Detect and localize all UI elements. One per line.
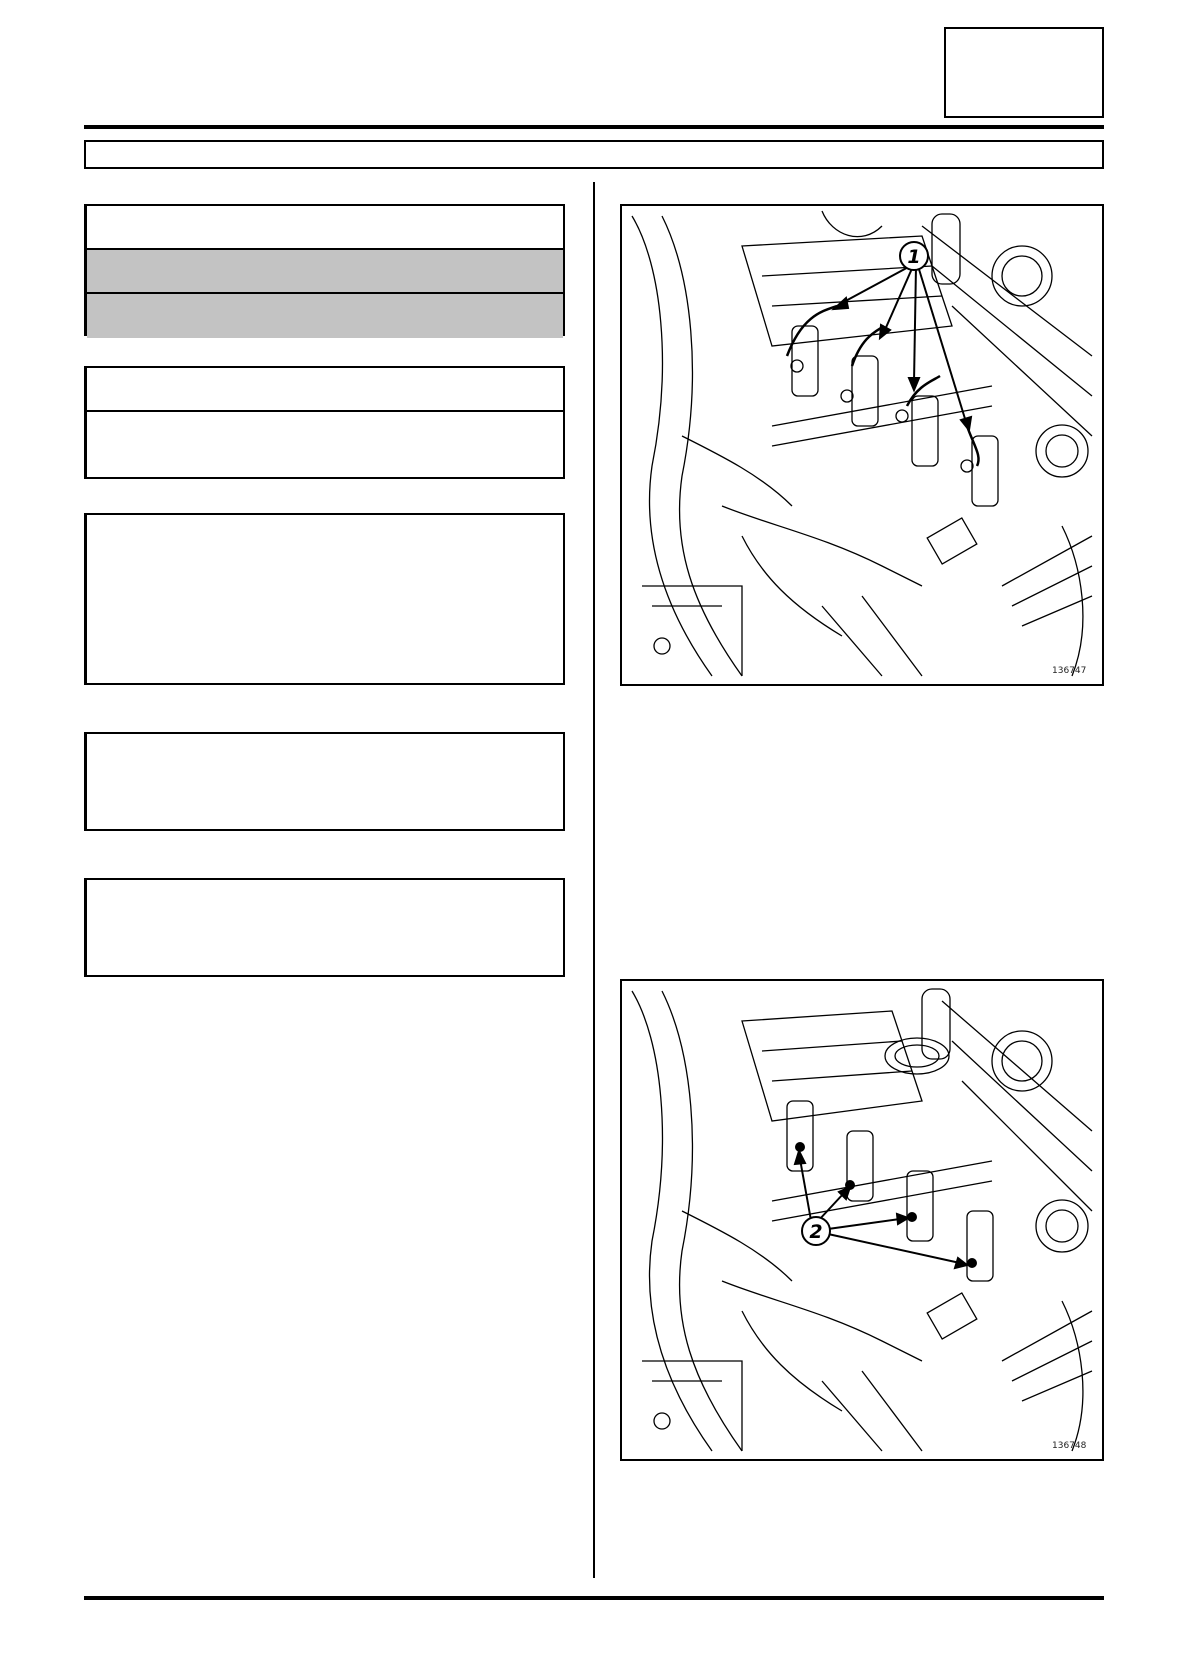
info-box-2 <box>84 366 565 479</box>
engine-drawing-1 <box>622 206 1102 684</box>
info-box-2-header <box>87 368 563 412</box>
info-box-4 <box>84 732 565 831</box>
info-box-5 <box>84 878 565 977</box>
info-box-1-row-white <box>87 206 563 248</box>
figure-1-callout: 1 <box>907 246 921 268</box>
info-box-3 <box>84 513 565 685</box>
figure-2-code: 136748 <box>1052 1441 1087 1451</box>
info-box-1-row-grey-1 <box>87 248 563 292</box>
info-box-1 <box>84 204 565 336</box>
engine-figure-2 <box>620 979 1104 1461</box>
figure-2-callout: 2 <box>809 1221 823 1243</box>
column-divider <box>593 182 595 1578</box>
info-box-1-row-grey-2 <box>87 292 563 338</box>
engine-figure-1 <box>620 204 1104 686</box>
figure-1-code: 136747 <box>1052 666 1087 676</box>
page-tab-box <box>944 27 1104 118</box>
engine-drawing-2 <box>622 981 1102 1459</box>
header-rule <box>84 125 1104 129</box>
title-bar <box>84 140 1104 169</box>
footer-rule <box>84 1596 1104 1600</box>
